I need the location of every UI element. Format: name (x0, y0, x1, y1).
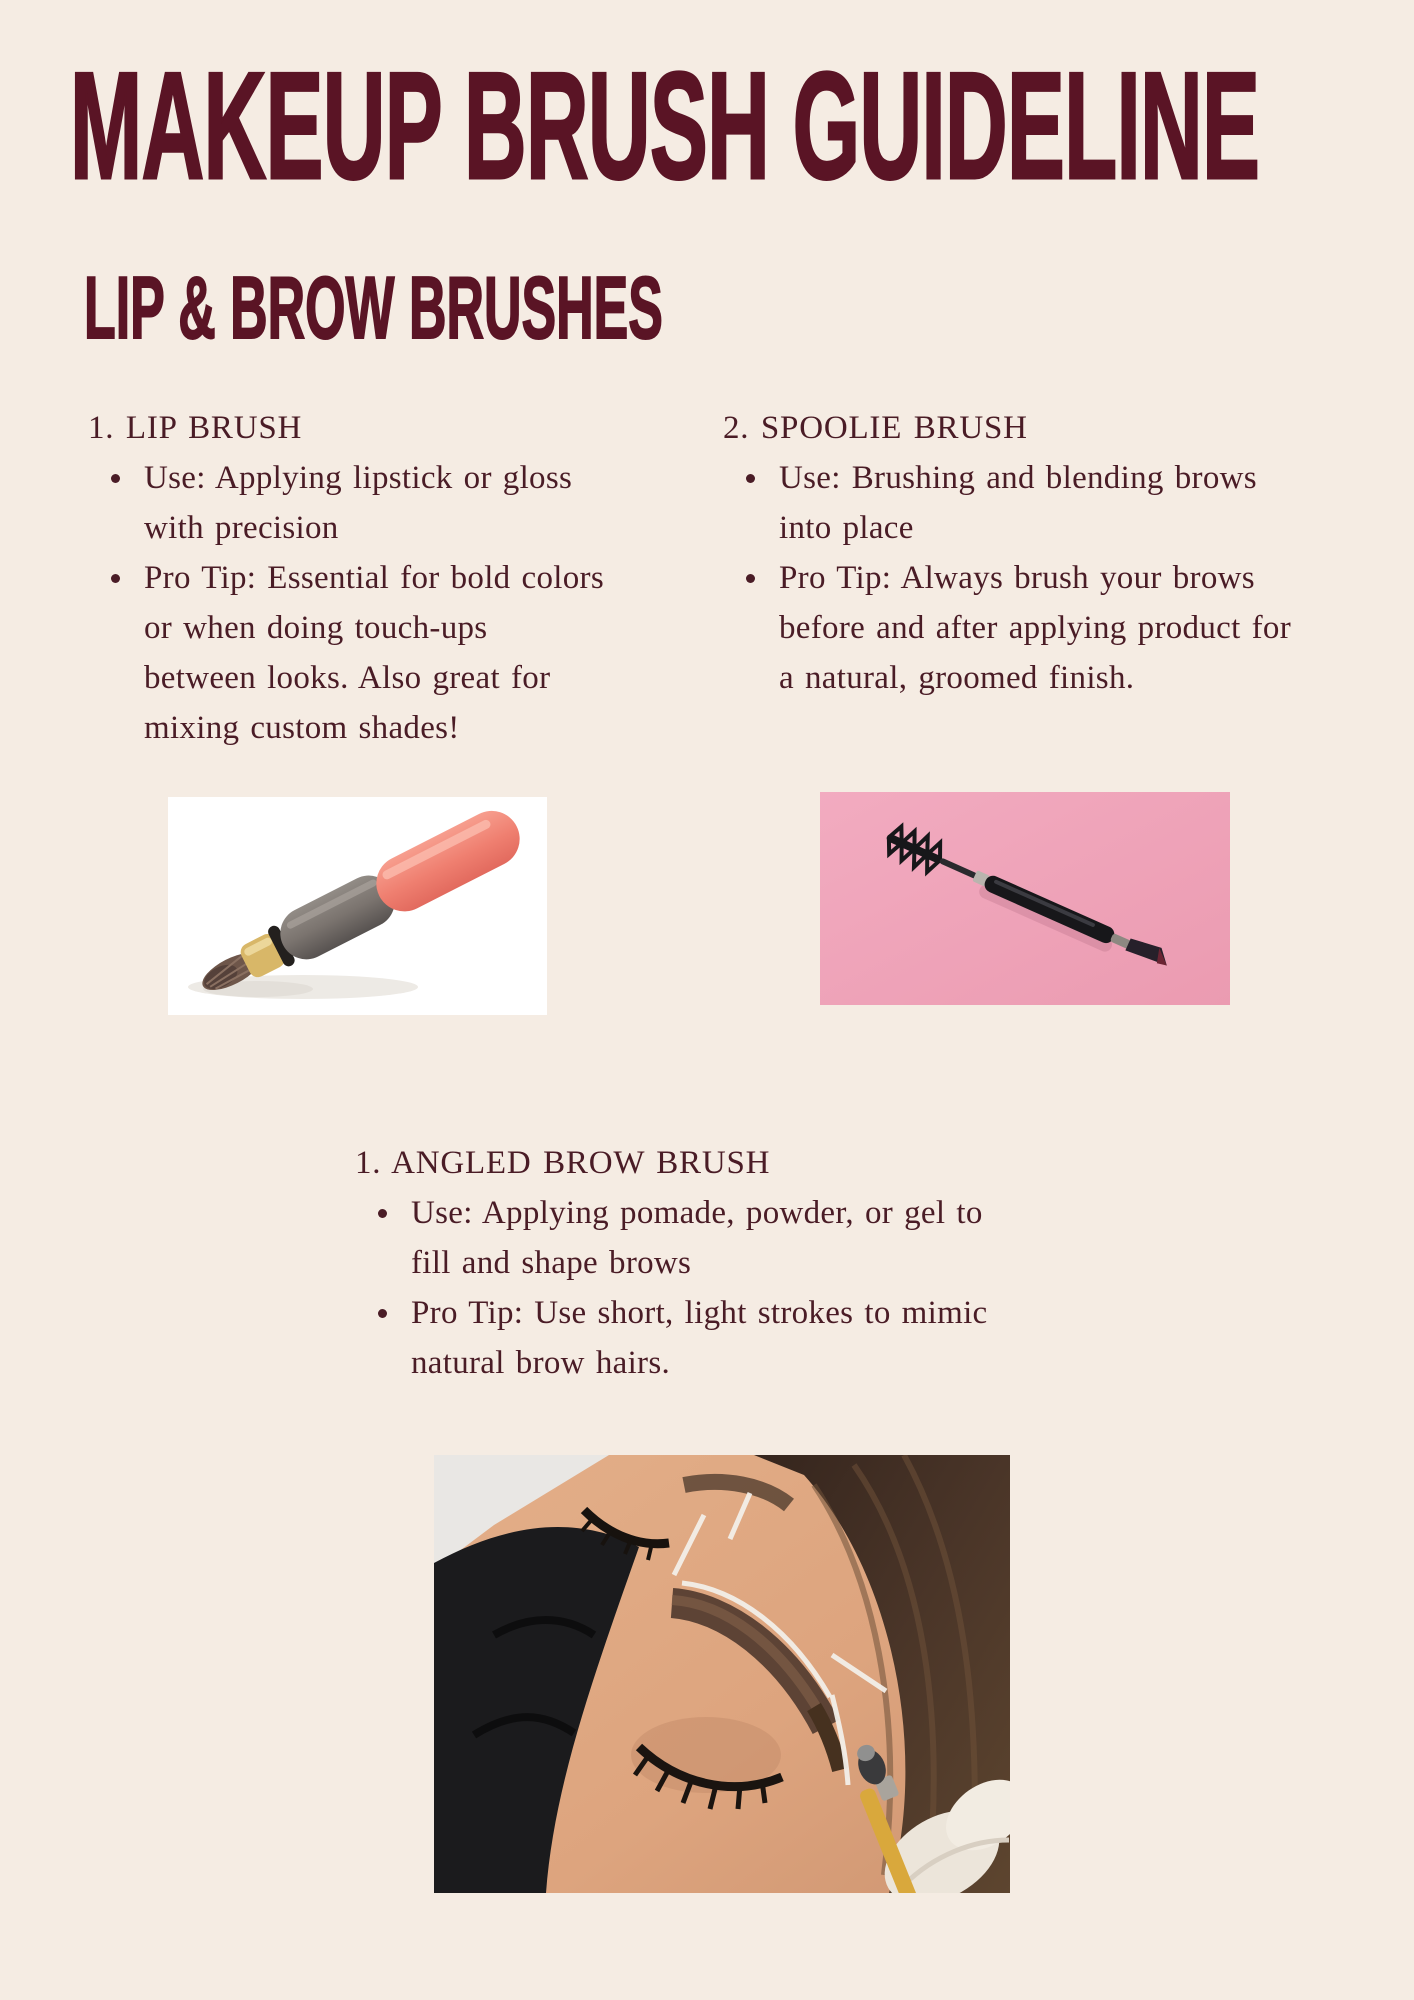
lip-brush-heading: 1. LIP BRUSH (88, 410, 303, 446)
lip-brush-protip-text: Pro Tip: Essential for bold colors or when doing touch-ups between looks. Also great for mixing custom shades! (144, 560, 604, 746)
lip-brush-use-bullet (88, 453, 668, 553)
angled-brow-use-bullet (355, 1188, 995, 1288)
page-subtitle: LIP & BROW BRUSHES (84, 258, 663, 357)
page-title: MAKEUP BRUSH GUIDELINE (70, 41, 1260, 211)
section-angled-brow-brush (355, 1138, 995, 1388)
spoolie-brush-bullets (723, 453, 1303, 703)
spoolie-brush-image (820, 792, 1230, 1005)
lip-brush-protip-bullet (88, 553, 668, 753)
section-lip-brush (88, 403, 668, 753)
spoolie-use-bullet (723, 453, 1303, 553)
lip-brush-use-text: Use: Applying lipstick or gloss with precision (144, 460, 573, 546)
angled-brow-heading: 1. ANGLED BROW BRUSH (355, 1145, 771, 1181)
angled-brow-protip-bullet (355, 1288, 995, 1388)
lip-brush-illustration (168, 797, 547, 1015)
section-spoolie-brush (723, 403, 1303, 703)
angled-brow-protip-text: Pro Tip: Use short, light strokes to mimic natural brow hairs. (411, 1295, 988, 1381)
lip-brush-image (168, 797, 547, 1015)
angled-brow-use-text: Use: Applying pomade, powder, or gel to fill and shape brows (411, 1195, 983, 1281)
spoolie-protip-bullet (723, 553, 1303, 703)
lip-brush-bullets (88, 453, 668, 753)
angled-brow-bullets (355, 1188, 995, 1388)
spoolie-brush-illustration (820, 792, 1230, 1005)
spoolie-brush-heading: 2. SPOOLIE BRUSH (723, 410, 1028, 446)
brow-application-illustration (434, 1455, 1010, 1893)
spoolie-use-text: Use: Brushing and blending brows into place (779, 460, 1257, 546)
brow-application-photo (434, 1455, 1010, 1893)
spoolie-protip-text: Pro Tip: Always brush your brows before and after applying product for a natural, groomed finish. (779, 560, 1291, 696)
